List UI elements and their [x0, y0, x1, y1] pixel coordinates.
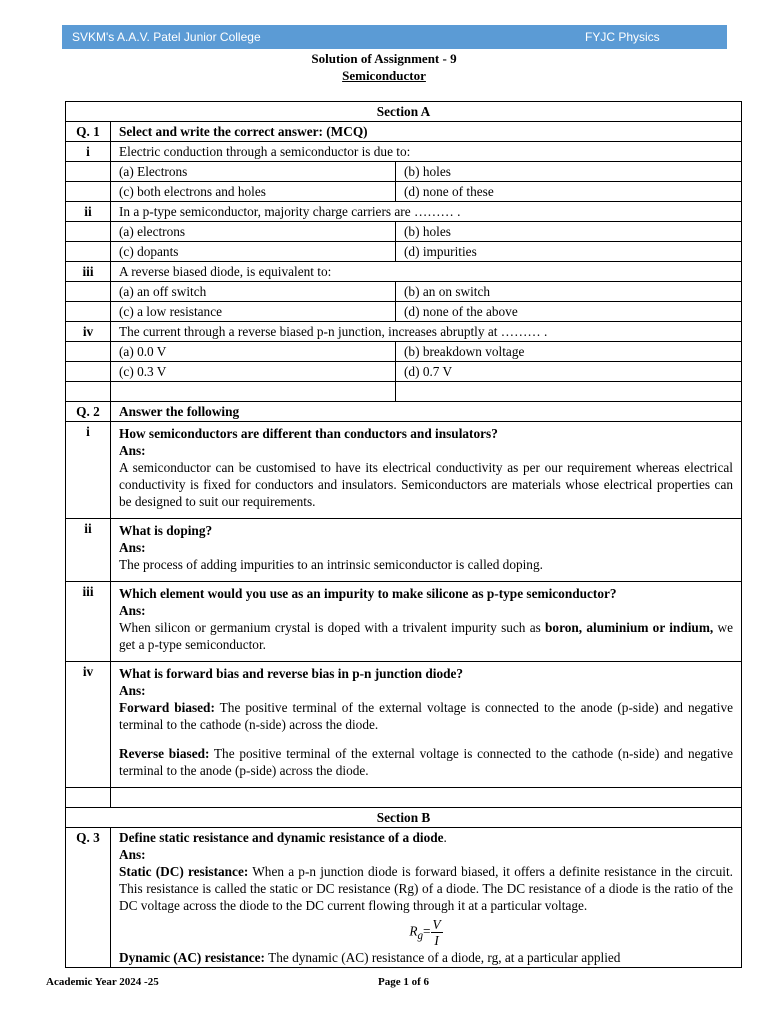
- subject-name: FYJC Physics: [585, 30, 660, 44]
- ans-label: Ans:: [119, 683, 146, 698]
- static-resistance-label: Static (DC) resistance:: [119, 864, 249, 879]
- question-text: How semiconductors are different than conductors and insulators?: [119, 426, 498, 441]
- mcq-option: (b) an on switch: [396, 282, 742, 302]
- mcq-option-row: [66, 242, 742, 262]
- footer-page-number: Page 1 of 6: [378, 976, 430, 988]
- short-answer-row: [66, 662, 742, 788]
- q3-row: [66, 828, 742, 968]
- mcq-option: (c) both electrons and holes: [111, 182, 396, 202]
- mcq-number: iv: [66, 322, 111, 342]
- mcq-option: (d) none of these: [396, 182, 742, 202]
- mcq-option: (a) Electrons: [111, 162, 396, 182]
- forward-bias-label: Forward biased:: [119, 700, 215, 715]
- dynamic-resistance-text: The dynamic (AC) resistance of a diode, rg, at a particular applied: [265, 950, 621, 965]
- forward-bias-text: The positive terminal of the external voltage is connected to the anode (p-side) and negative terminal to the cathode (n-side) across the diode.: [119, 700, 733, 732]
- section-b-row: [66, 808, 742, 828]
- mcq-option-row: [66, 362, 742, 382]
- answer-text-part: we get a p-type semiconductor.: [119, 620, 733, 652]
- ans-label: Ans:: [119, 540, 146, 555]
- short-answer-row: [66, 519, 742, 582]
- mcq-option-row: [66, 302, 742, 322]
- mcq-option: (a) electrons: [111, 222, 396, 242]
- reverse-bias-label: Reverse biased:: [119, 746, 210, 761]
- static-resistance-answer: [119, 863, 733, 914]
- answer-text-bold: boron, aluminium or indium,: [545, 620, 714, 635]
- dynamic-resistance-answer: [119, 949, 733, 966]
- header-bar: [62, 25, 727, 49]
- mcq-question-row: [66, 322, 742, 342]
- document-title: Solution of Assignment - 9: [311, 51, 457, 66]
- mcq-number: iii: [66, 262, 111, 282]
- reverse-bias-text: The positive terminal of the external voltage is connected to the cathode (n-side) and negative terminal to the anode (p-side) across the diode.: [119, 746, 733, 778]
- mcq-question: A reverse biased diode, is equivalent to:: [111, 262, 742, 282]
- section-b-title: Section B: [66, 808, 742, 828]
- answer-text: [119, 619, 733, 653]
- q3-answer-cell: [111, 828, 742, 968]
- question-number: iv: [66, 662, 111, 788]
- document-subtitle: Semiconductor: [342, 68, 426, 83]
- ans-label: Ans:: [119, 443, 146, 458]
- answer-text-part: When silicon or germanium crystal is doped with a trivalent impurity such as: [119, 620, 546, 635]
- static-resistance-equation: [119, 917, 733, 948]
- question-answer-cell: [111, 662, 742, 788]
- college-name: SVKM's A.A.V. Patel Junior College: [72, 30, 261, 44]
- mcq-option: (c) dopants: [111, 242, 396, 262]
- mcq-option: (a) an off switch: [111, 282, 396, 302]
- mcq-number: ii: [66, 202, 111, 222]
- empty-row: [66, 382, 742, 402]
- mcq-option: (b) holes: [396, 222, 742, 242]
- short-answer-row: [66, 582, 742, 662]
- mcq-option: (d) none of the above: [396, 302, 742, 322]
- mcq-option-row: [66, 342, 742, 362]
- mcq-option-row: [66, 162, 742, 182]
- eq-lhs: R: [409, 923, 418, 939]
- mcq-option: (d) impurities: [396, 242, 742, 262]
- question-answer-cell: [111, 519, 742, 582]
- q3-question-end: .: [443, 830, 447, 845]
- mcq-option-row: [66, 222, 742, 242]
- q2-instruction: Answer the following: [111, 402, 742, 422]
- mcq-question-row: [66, 142, 742, 162]
- mcq-question-row: [66, 202, 742, 222]
- mcq-option: (b) breakdown voltage: [396, 342, 742, 362]
- section-a-row: [66, 102, 742, 122]
- mcq-question: In a p-type semiconductor, majority charge carriers are ……… .: [111, 202, 742, 222]
- mcq-option: (c) 0.3 V: [111, 362, 396, 382]
- question-answer-cell: [111, 582, 742, 662]
- mcq-option: (d) 0.7 V: [396, 362, 742, 382]
- mcq-option: (b) holes: [396, 162, 742, 182]
- answer-text: A semiconductor can be customised to have its electrical conductivity as per our requirement whereas electrical conductivity is fixed for conductors and insulators. Semiconductors are materials whose electrical properties can be designed to suit our requirements.: [119, 460, 733, 509]
- dynamic-resistance-label: Dynamic (AC) resistance:: [119, 950, 265, 965]
- answer-text: The process of adding impurities to an intrinsic semiconductor is called doping.: [119, 557, 543, 572]
- eq-equals: =: [423, 923, 431, 939]
- ans-label: Ans:: [119, 847, 146, 862]
- eq-denominator: I: [434, 933, 439, 948]
- q3-number: Q. 3: [66, 828, 111, 968]
- q1-row: [66, 122, 742, 142]
- question-answer-cell: [111, 422, 742, 519]
- question-text: What is forward bias and reverse bias in p-n junction diode?: [119, 666, 464, 681]
- static-resistance-text: When a p-n junction diode is forward biased, it offers a definite resistance in the circuit. This resistance is called the static or DC resistance (Rg) of a diode. The DC resistance of a diode is the ratio of the DC voltage across the diode to the DC current flowing through it at a particular voltage.: [119, 864, 733, 913]
- question-text: What is doping?: [119, 523, 213, 538]
- empty-row: [66, 788, 742, 808]
- mcq-option: (a) 0.0 V: [111, 342, 396, 362]
- q3-question-text: Define static resistance and dynamic resistance of a diode: [119, 830, 444, 845]
- q3-question: [119, 829, 733, 846]
- question-number: iii: [66, 582, 111, 662]
- question-number: i: [66, 422, 111, 519]
- q2-row: [66, 402, 742, 422]
- question-text: Which element would you use as an impurity to make silicone as p-type semiconductor?: [119, 586, 617, 601]
- q1-instruction: Select and write the correct answer: (MCQ): [111, 122, 742, 142]
- mcq-option: (c) a low resistance: [111, 302, 396, 322]
- ans-label: Ans:: [119, 603, 146, 618]
- mcq-question: The current through a reverse biased p-n junction, increases abruptly at ……… .: [111, 322, 742, 342]
- mcq-question: Electric conduction through a semiconductor is due to:: [111, 142, 742, 162]
- reverse-bias-answer: [119, 745, 733, 779]
- assignment-table: [65, 101, 742, 968]
- eq-fraction: [431, 917, 443, 948]
- q2-number: Q. 2: [66, 402, 111, 422]
- footer-academic-year: Academic Year 2024 -25: [46, 976, 159, 988]
- question-number: ii: [66, 519, 111, 582]
- mcq-option-row: [66, 182, 742, 202]
- eq-numerator: V: [432, 917, 441, 932]
- eq-subscript: g: [417, 930, 424, 943]
- mcq-question-row: [66, 262, 742, 282]
- q1-number: Q. 1: [66, 122, 111, 142]
- forward-bias-answer: [119, 699, 733, 733]
- short-answer-row: [66, 422, 742, 519]
- mcq-number: i: [66, 142, 111, 162]
- mcq-option-row: [66, 282, 742, 302]
- section-a-title: Section A: [66, 102, 742, 122]
